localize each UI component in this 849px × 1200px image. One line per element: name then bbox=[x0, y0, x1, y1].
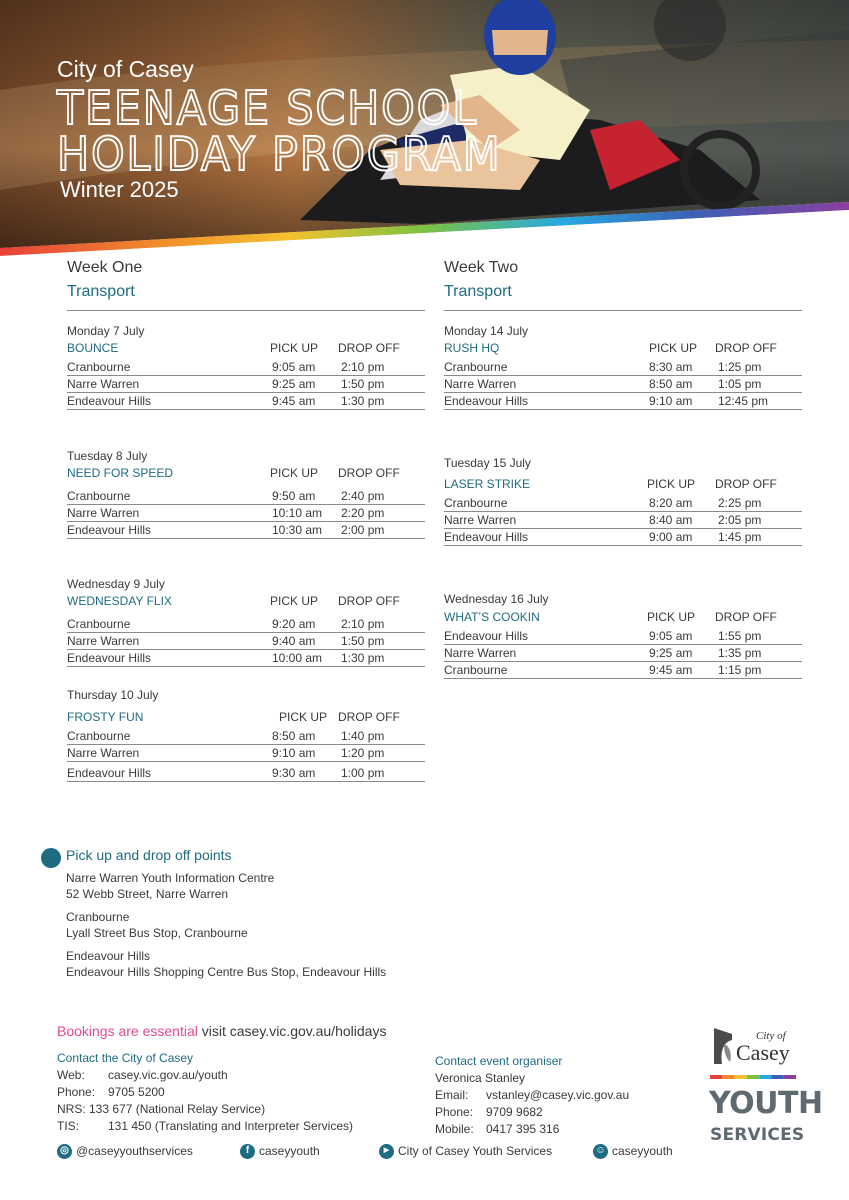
day-date: Monday 7 July bbox=[67, 324, 145, 338]
dropoff-time: 2:10 pm bbox=[341, 360, 385, 374]
bookings-notice bbox=[57, 1021, 386, 1041]
dropoff-time: 1:00 pm bbox=[341, 766, 385, 780]
dropoff-time: 1:40 pm bbox=[341, 729, 385, 743]
social-handle: caseyyouth bbox=[612, 1144, 673, 1158]
pickup-time: 9:10 am bbox=[272, 746, 316, 760]
program-title-line-2: HOLIDAY PROGRAM bbox=[57, 127, 502, 181]
logo-casey: Casey bbox=[736, 1040, 790, 1065]
schedule-day-monday-7 bbox=[67, 323, 425, 410]
location: Cranbourne bbox=[444, 663, 508, 677]
location: Cranbourne bbox=[67, 489, 131, 503]
contact-organiser-title: Contact event organiser bbox=[435, 1054, 563, 1068]
logo-city-of: City of bbox=[756, 1030, 786, 1042]
web-label: Web: bbox=[57, 1068, 85, 1082]
pickup-column-header: PICK UP bbox=[270, 466, 319, 480]
dropoff-time: 2:00 pm bbox=[341, 523, 385, 537]
header-city-name: City of Casey bbox=[57, 56, 194, 82]
table-row bbox=[67, 522, 425, 539]
pickup-column-header: PICK UP bbox=[279, 710, 328, 724]
event-name: LASER STRIKE bbox=[444, 477, 531, 491]
contact-organiser-block bbox=[435, 1053, 629, 1138]
dropoff-column-header: DROP OFF bbox=[715, 477, 777, 491]
pickup-time: 9:50 am bbox=[272, 489, 316, 503]
location: Narre Warren bbox=[67, 634, 140, 648]
dropoff-time: 1:30 pm bbox=[341, 651, 385, 665]
location: Narre Warren bbox=[67, 746, 140, 760]
table-row bbox=[444, 376, 802, 393]
table-row bbox=[67, 762, 425, 782]
table-row bbox=[67, 376, 425, 393]
pickup-time: 8:50 am bbox=[272, 729, 316, 743]
event-name: BOUNCE bbox=[67, 341, 119, 355]
location: Cranbourne bbox=[67, 617, 131, 631]
week-title: Week One bbox=[67, 259, 143, 276]
table-row bbox=[67, 745, 425, 762]
table-row bbox=[67, 505, 425, 522]
dropoff-column-header: DROP OFF bbox=[338, 466, 400, 480]
schedule-day-wednesday-9 bbox=[67, 576, 425, 667]
pickup-point-name: Endeavour Hills bbox=[66, 949, 151, 963]
location: Endeavour Hills bbox=[444, 530, 529, 544]
table-row bbox=[67, 359, 425, 376]
schedule-day-tuesday-8 bbox=[67, 448, 425, 539]
dropoff-time: 2:10 pm bbox=[341, 617, 385, 631]
phone-label: Phone: bbox=[435, 1105, 474, 1119]
schedule-day-wednesday-16 bbox=[444, 591, 802, 679]
table-row bbox=[67, 393, 425, 410]
pickup-point-address: Endeavour Hills Shopping Centre Bus Stop, Endeavour Hills bbox=[66, 965, 387, 979]
dropoff-column-header: DROP OFF bbox=[715, 341, 777, 355]
table-row bbox=[444, 662, 802, 679]
day-header bbox=[444, 608, 802, 626]
phone-label: Phone: bbox=[57, 1085, 96, 1099]
pickup-column-header: PICK UP bbox=[270, 341, 319, 355]
table-row bbox=[67, 616, 425, 633]
dropoff-column-header: DROP OFF bbox=[338, 594, 400, 608]
location: Narre Warren bbox=[67, 506, 140, 520]
mobile-label: Mobile: bbox=[435, 1122, 474, 1136]
social-facebook[interactable] bbox=[240, 1142, 320, 1160]
dropoff-time: 12:45 pm bbox=[718, 394, 769, 408]
pickup-time: 8:50 am bbox=[649, 377, 693, 391]
casey-leaf-icon bbox=[710, 1026, 736, 1066]
day-date: Thursday 10 July bbox=[67, 688, 159, 702]
dropoff-time: 1:15 pm bbox=[718, 663, 762, 677]
location: Endeavour Hills bbox=[67, 651, 152, 665]
pickup-column-header: PICK UP bbox=[647, 610, 696, 624]
pickup-point bbox=[66, 948, 386, 980]
email-link[interactable]: vstanley@casey.vic.gov.au bbox=[486, 1088, 630, 1102]
pickup-time: 9:10 am bbox=[649, 394, 693, 408]
organiser-name: Veronica Stanley bbox=[435, 1071, 526, 1085]
phone-number: 9709 9682 bbox=[486, 1105, 543, 1119]
location: Narre Warren bbox=[444, 377, 517, 391]
pickup-point bbox=[66, 870, 274, 902]
pickup-point bbox=[66, 909, 248, 941]
logo-youth: YOUTH bbox=[709, 1086, 823, 1121]
nrs-label: NRS: bbox=[57, 1102, 86, 1116]
pickup-points-title: Pick up and drop off points bbox=[66, 847, 232, 863]
table-row bbox=[67, 633, 425, 650]
location: Endeavour Hills bbox=[67, 394, 152, 408]
day-date: Wednesday 9 July bbox=[67, 577, 165, 591]
social-snapchat[interactable] bbox=[593, 1142, 673, 1160]
tis-label: TIS: bbox=[57, 1119, 80, 1133]
table-row bbox=[444, 512, 802, 529]
day-header bbox=[67, 708, 425, 726]
contact-city-title: Contact the City of Casey bbox=[57, 1051, 194, 1065]
day-date: Monday 14 July bbox=[444, 324, 529, 338]
location: Cranbourne bbox=[67, 360, 131, 374]
header-banner bbox=[0, 0, 849, 260]
dropoff-time: 1:50 pm bbox=[341, 634, 385, 648]
table-row bbox=[67, 650, 425, 667]
dropoff-time: 2:20 pm bbox=[341, 506, 385, 520]
location: Narre Warren bbox=[444, 646, 517, 660]
pickup-time: 9:25 am bbox=[649, 646, 693, 660]
pickup-time: 9:45 am bbox=[272, 394, 316, 408]
pickup-column-header: PICK UP bbox=[649, 341, 698, 355]
pickup-time: 9:45 am bbox=[649, 663, 693, 677]
location: Narre Warren bbox=[67, 377, 140, 391]
bullet-dot-icon bbox=[41, 848, 61, 868]
pickup-time: 9:40 am bbox=[272, 634, 316, 648]
bookings-emphasis: Bookings are essential bbox=[57, 1023, 198, 1039]
location: Cranbourne bbox=[444, 496, 508, 510]
location: Endeavour Hills bbox=[67, 523, 152, 537]
logo-services: SERVICES bbox=[710, 1125, 805, 1145]
pickup-time: 8:20 am bbox=[649, 496, 693, 510]
web-link[interactable]: casey.vic.gov.au/youth bbox=[108, 1068, 228, 1082]
program-season: Winter 2025 bbox=[60, 177, 179, 202]
city-of-casey-youth-services-logo bbox=[706, 1022, 823, 1152]
schedule-day-monday-14 bbox=[444, 323, 802, 410]
dropoff-time: 1:55 pm bbox=[718, 629, 762, 643]
pickup-time: 9:30 am bbox=[272, 766, 316, 780]
location: Narre Warren bbox=[444, 513, 517, 527]
pickup-time: 9:25 am bbox=[272, 377, 316, 391]
schedule-day-thursday-10 bbox=[67, 687, 425, 782]
pickup-column-header: PICK UP bbox=[647, 477, 696, 491]
dropoff-time: 1:25 pm bbox=[718, 360, 762, 374]
social-handle: City of Casey Youth Services bbox=[398, 1144, 553, 1158]
phone-number: 9705 5200 bbox=[108, 1085, 165, 1099]
dropoff-column-header: DROP OFF bbox=[715, 610, 777, 624]
pickup-time: 8:40 am bbox=[649, 513, 693, 527]
table-row bbox=[67, 728, 425, 745]
social-youtube[interactable] bbox=[379, 1142, 552, 1160]
bookings-link[interactable]: visit casey.vic.gov.au/holidays bbox=[201, 1023, 387, 1039]
week-subtitle: Transport bbox=[444, 280, 802, 311]
day-header bbox=[67, 339, 425, 357]
table-row bbox=[444, 393, 802, 410]
day-header bbox=[67, 592, 425, 610]
social-handle: caseyyouth bbox=[259, 1144, 320, 1158]
dropoff-time: 1:30 pm bbox=[341, 394, 385, 408]
pickup-time: 9:00 am bbox=[649, 530, 693, 544]
pickup-time: 9:20 am bbox=[272, 617, 316, 631]
pickup-time: 8:30 am bbox=[649, 360, 693, 374]
program-title-line-1: TEENAGE SCHOOL bbox=[57, 81, 478, 135]
dropoff-time: 2:25 pm bbox=[718, 496, 762, 510]
location: Endeavour Hills bbox=[67, 766, 152, 780]
event-name: WHAT’S COOKIN bbox=[444, 610, 540, 624]
day-header bbox=[444, 339, 802, 357]
mobile-number: 0417 395 316 bbox=[486, 1122, 560, 1136]
schedule-day-tuesday-15 bbox=[444, 455, 802, 546]
dropoff-time: 1:45 pm bbox=[718, 530, 762, 544]
nrs-number: 133 677 (National Relay Service) bbox=[89, 1102, 266, 1116]
table-row bbox=[67, 488, 425, 505]
logo-rainbow-bar bbox=[710, 1075, 796, 1079]
social-instagram[interactable] bbox=[57, 1142, 193, 1160]
dropoff-time: 1:35 pm bbox=[718, 646, 762, 660]
dropoff-time: 1:05 pm bbox=[718, 377, 762, 391]
table-row bbox=[444, 529, 802, 546]
pickup-time: 9:05 am bbox=[649, 629, 693, 643]
pickup-time: 10:10 am bbox=[272, 506, 323, 520]
event-name: FROSTY FUN bbox=[67, 710, 144, 724]
table-row bbox=[444, 359, 802, 376]
email-label: Email: bbox=[435, 1088, 469, 1102]
youtube-icon: ▶ bbox=[379, 1144, 394, 1159]
pickup-point-name: Cranbourne bbox=[66, 910, 130, 924]
dropoff-time: 2:05 pm bbox=[718, 513, 762, 527]
facebook-icon: f bbox=[240, 1144, 255, 1159]
location: Cranbourne bbox=[444, 360, 508, 374]
pickup-time: 10:00 am bbox=[272, 651, 323, 665]
social-handle: @caseyyouthservices bbox=[76, 1144, 193, 1158]
tis-number: 131 450 (Translating and Interpreter Services) bbox=[108, 1119, 354, 1133]
dropoff-column-header: DROP OFF bbox=[338, 710, 400, 724]
dropoff-column-header: DROP OFF bbox=[338, 341, 400, 355]
pickup-point-address: Lyall Street Bus Stop, Cranbourne bbox=[66, 926, 248, 940]
pickup-column-header: PICK UP bbox=[270, 594, 319, 608]
week-title: Week Two bbox=[444, 259, 519, 276]
week-subtitle: Transport bbox=[67, 280, 425, 311]
pickup-time: 9:05 am bbox=[272, 360, 316, 374]
location: Endeavour Hills bbox=[444, 394, 529, 408]
day-header bbox=[444, 475, 802, 493]
pickup-point-name: Narre Warren Youth Information Centre bbox=[66, 871, 275, 885]
table-row bbox=[444, 645, 802, 662]
pickup-points-section bbox=[41, 845, 541, 985]
day-date: Wednesday 16 July bbox=[444, 592, 549, 606]
table-row bbox=[444, 628, 802, 645]
header-title-block bbox=[57, 56, 535, 203]
location: Endeavour Hills bbox=[444, 629, 529, 643]
dropoff-time: 1:50 pm bbox=[341, 377, 385, 391]
event-name: NEED FOR SPEED bbox=[67, 466, 174, 480]
dropoff-time: 2:40 pm bbox=[341, 489, 385, 503]
instagram-icon: ◎ bbox=[57, 1144, 72, 1159]
week-two-heading bbox=[444, 256, 802, 311]
day-header bbox=[67, 464, 425, 482]
contact-city-block bbox=[57, 1050, 353, 1135]
location: Cranbourne bbox=[67, 729, 131, 743]
table-row bbox=[444, 495, 802, 512]
day-date: Tuesday 15 July bbox=[444, 456, 531, 470]
snapchat-icon: ☺ bbox=[593, 1144, 608, 1159]
dropoff-time: 1:20 pm bbox=[341, 746, 385, 760]
day-date: Tuesday 8 July bbox=[67, 449, 148, 463]
event-name: RUSH HQ bbox=[444, 341, 500, 355]
week-one-heading bbox=[67, 256, 425, 311]
pickup-time: 10:30 am bbox=[272, 523, 323, 537]
event-name: WEDNESDAY FLIX bbox=[67, 594, 172, 608]
pickup-point-address: 52 Webb Street, Narre Warren bbox=[66, 887, 229, 901]
